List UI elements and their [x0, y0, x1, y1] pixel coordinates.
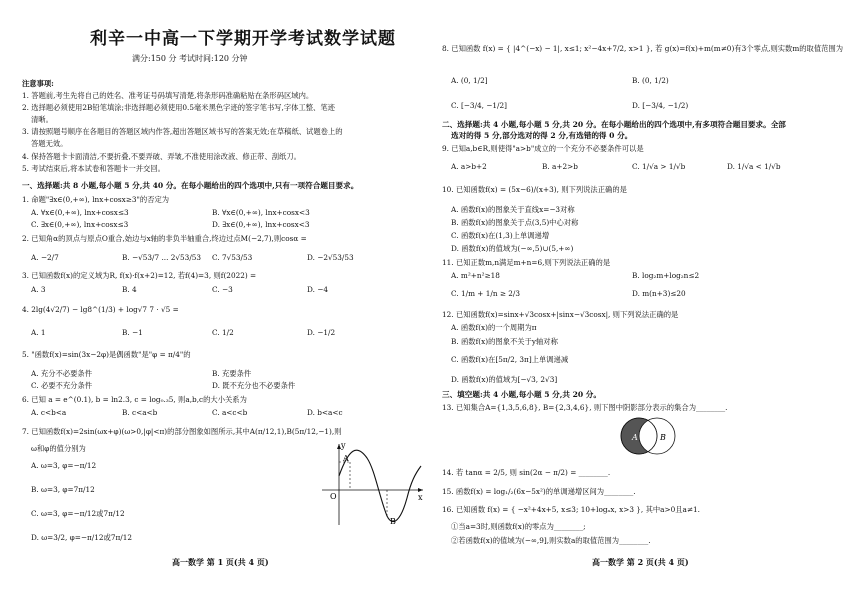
question-stem: 6. 已知 a = e^(0.1), b = ln2.3, c = log₀.₃5, 则a,b,c的大小关系为: [22, 395, 247, 404]
option: A. ∀x∈(0,+∞), lnx+cosx≤3: [31, 208, 129, 217]
notice-line: 答题无效。: [31, 139, 68, 148]
option: D. −4: [307, 285, 328, 294]
option: D. [−3/4, −1/2): [632, 101, 689, 110]
option: B. −1: [122, 328, 143, 337]
notice-line: 清晰。: [31, 115, 53, 124]
section-heading-cont: 选对的得 5 分,部分选对的得 2 分,有选错的得 0 分。: [451, 131, 633, 140]
y-axis-label: y: [341, 441, 346, 450]
option: A. ω=3, φ=−π/12: [31, 461, 97, 470]
question-stem: 7. 已知函数f(x)=2sin(ωx+φ)(ω>0,|φ|<π)的部分图象如图所示,其中A(π/12,1),B(5π/12,−1),则: [22, 427, 342, 436]
option: B. −√53/7 ... 2√53/53: [122, 253, 202, 262]
venn-label-b: B: [660, 433, 666, 442]
option: C. −3: [212, 285, 233, 294]
option: D. 既不充分也不必要条件: [212, 381, 296, 390]
question-stem-cont: ω和φ的值分别为: [31, 444, 86, 453]
option: C. 函数f(x)在(1,3)上单调递增: [451, 231, 550, 240]
subquestion: ①当a=3时,则函数f(x)的零点为________;: [451, 522, 586, 531]
option: B. (0, 1/2): [632, 76, 669, 85]
option: A. a>b+2: [451, 162, 487, 171]
option: A. 1: [31, 328, 46, 337]
question-stem: 3. 已知函数f(x)的定义域为R, f(x)·f(x+2)=12, 若f(4)=3, 则f(2022) =: [22, 271, 257, 280]
option: B. 充要条件: [212, 369, 252, 378]
question-stem: 13. 已知集合A={1,3,5,6,8}, B={2,3,4,6}, 则下图中阴影部分表示的集合为________.: [442, 403, 728, 412]
page-footer: 高一数学 第 2 页(共 4 页): [592, 557, 689, 567]
option: A. −2/7: [31, 253, 59, 262]
option: D. b<a<c: [307, 408, 343, 417]
option: C. 1/m + 1/n ≥ 2/3: [451, 289, 521, 298]
notice-heading: 注意事项:: [22, 79, 54, 88]
exam-title: 利辛一中高一下学期开学考试数学试题: [90, 29, 396, 49]
exam-subtitle: 满分:150 分 考试时间:120 分钟: [132, 54, 248, 63]
option: A. 函数f(x)的一个周期为π: [451, 323, 537, 332]
question-stem: 2. 已知角α的顶点与原点O重合,始边与x轴的非负半轴重合,终边过点M(−2,7),则cosα =: [22, 234, 307, 243]
option: A. 充分不必要条件: [31, 369, 92, 378]
notice-line: 3. 请按照题号顺序在各题目的答题区域内作答,超出答题区域书写的答案无效;在草稿纸、试题卷上的: [22, 127, 343, 136]
option: D. ω=3/2, φ=−π/12或7π/12: [31, 533, 133, 542]
page-footer: 高一数学 第 1 页(共 4 页): [172, 557, 269, 567]
option: B. 函数f(x)的图象不关于y轴对称: [451, 337, 558, 346]
option: A. 3: [31, 285, 46, 294]
option: D. m(n+3)≤20: [632, 289, 686, 298]
option: D. 函数f(x)的值域为[−√3, 2√3]: [451, 375, 558, 384]
option: D. ∃x∈(0,+∞), lnx+cosx<3: [212, 220, 310, 229]
question-stem: 4. 2lg(4√2/7) − lg8^(1/3) + log√7 7 · √5 =: [22, 305, 179, 314]
question-stem: 10. 已知函数f(x) = (5x−6)/(x+3), 则下列说法正确的是: [442, 185, 627, 194]
sine-graph: [317, 440, 427, 528]
option: B. ω=3, φ=7π/12: [31, 485, 95, 494]
option: A. m²+n²≥18: [451, 271, 500, 280]
section-heading: 三、填空题:共 4 小题,每小题 5 分,共 20 分。: [442, 390, 601, 399]
option: C. 函数f(x)在[5π/2, 3π]上单调递减: [451, 355, 569, 364]
question-stem: 15. 函数f(x) = log₁/₂(6x−5x²)的单调递增区间为________.: [442, 487, 636, 496]
notice-line: 5. 考试结束后,将本试卷和答题卡一并交回。: [22, 164, 165, 173]
venn-diagram: [612, 413, 686, 459]
option: B. ∀x∈(0,+∞), lnx+cosx<3: [212, 208, 310, 217]
point-a-label: A: [343, 454, 349, 463]
option: D. −1/2: [307, 328, 336, 337]
sine-curve: [339, 450, 421, 521]
option: C. 必要不充分条件: [31, 381, 93, 390]
option: D. 函数f(x)的值域为(−∞,5)∪(5,+∞): [451, 244, 574, 253]
question-stem: 16. 已知函数 f(x) = { −x²+4x+5, x≤3; 10+logₐx, x>3 }, 其中a>0且a≠1.: [442, 505, 700, 514]
question-stem: 12. 已知函数f(x)=sinx+√3cosx+|sinx−√3cosx|, 则下列说法正确的是: [442, 310, 679, 319]
section-heading: 二、选择题:共 4 小题,每小题 5 分,共 20 分。在每小题给出的四个选项中,有多项符合题目要求。全部: [442, 120, 786, 129]
option: A. 函数f(x)的图象关于直线x=−3对称: [451, 205, 575, 214]
option: A. c<b<a: [31, 408, 67, 417]
option: C. a<c<b: [212, 408, 248, 417]
notice-line: 4. 保持答题卡卡面清洁,不要折叠,不要弄破、弄皱,不准使用涂改液、修正带、刮纸刀。: [22, 152, 301, 161]
question-stem: 14. 若 tanα = 2/5, 则 sin(2α − π/2) = ________.: [442, 468, 611, 477]
option: C. 7√53/53: [212, 253, 253, 262]
notice-line: 1. 答题前,考生先将自己的姓名、准考证号码填写清楚,将条形码准确粘贴在条形码区域内。: [22, 91, 314, 100]
option: B. a+2>b: [542, 162, 578, 171]
question-stem: 5. "函数f(x)=sin(3x−2φ)是偶函数"是"φ = π/4"的: [22, 350, 191, 359]
option: B. 4: [122, 285, 137, 294]
venn-label-a: A: [632, 433, 638, 442]
point-b-label: B: [390, 517, 396, 526]
origin-label: O: [330, 492, 337, 501]
option: C. 1/√a > 1/√b: [632, 162, 686, 171]
option: C. 1/2: [212, 328, 234, 337]
subquestion: ②若函数f(x)的值域为(−∞,9],则实数a的取值范围为________.: [451, 536, 651, 545]
option: D. −2√53/53: [307, 253, 354, 262]
notice-line: 2. 选择题必须使用2B铅笔填涂;非选择题必须使用0.5毫米黑色字迹的签字笔书写,字体工整、笔迹: [22, 103, 335, 112]
option: B. 函数f(x)的图象关于点(3,5)中心对称: [451, 218, 579, 227]
option: A. (0, 1/2]: [451, 76, 488, 85]
option: B. log₂m+log₂n≤2: [632, 271, 700, 280]
option: D. 1/√a < 1/√b: [727, 162, 781, 171]
option: C. ω=3, φ=−π/12或7π/12: [31, 509, 125, 518]
option: C. ∃x∈(0,+∞), lnx+cosx≤3: [31, 220, 129, 229]
option: B. c<a<b: [122, 408, 158, 417]
question-stem: 1. 命题"∃x∈(0,+∞), lnx+cosx≥3"的否定为: [22, 195, 170, 204]
x-axis-label: x: [418, 493, 423, 502]
option: C. [−3/4, −1/2]: [451, 101, 508, 110]
question-stem: 8. 已知函数 f(x) = { |4^(−x) − 1|, x≤1; x²−4x+7/2, x>1 }, 若 g(x)=f(x)+m(m≠0)有3个零点,则实数m的取值范围为: [442, 44, 844, 53]
question-stem: 9. 已知a,b∈R,则使得"a>b"成立的一个充分不必要条件可以是: [442, 144, 644, 153]
question-stem: 11. 已知正数m,n满足m+n=6,则下列说法正确的是: [442, 258, 611, 267]
section-heading: 一、选择题:共 8 小题,每小题 5 分,共 40 分。在每小题给出的四个选项中,只有一项符合题目要求。: [22, 181, 359, 190]
